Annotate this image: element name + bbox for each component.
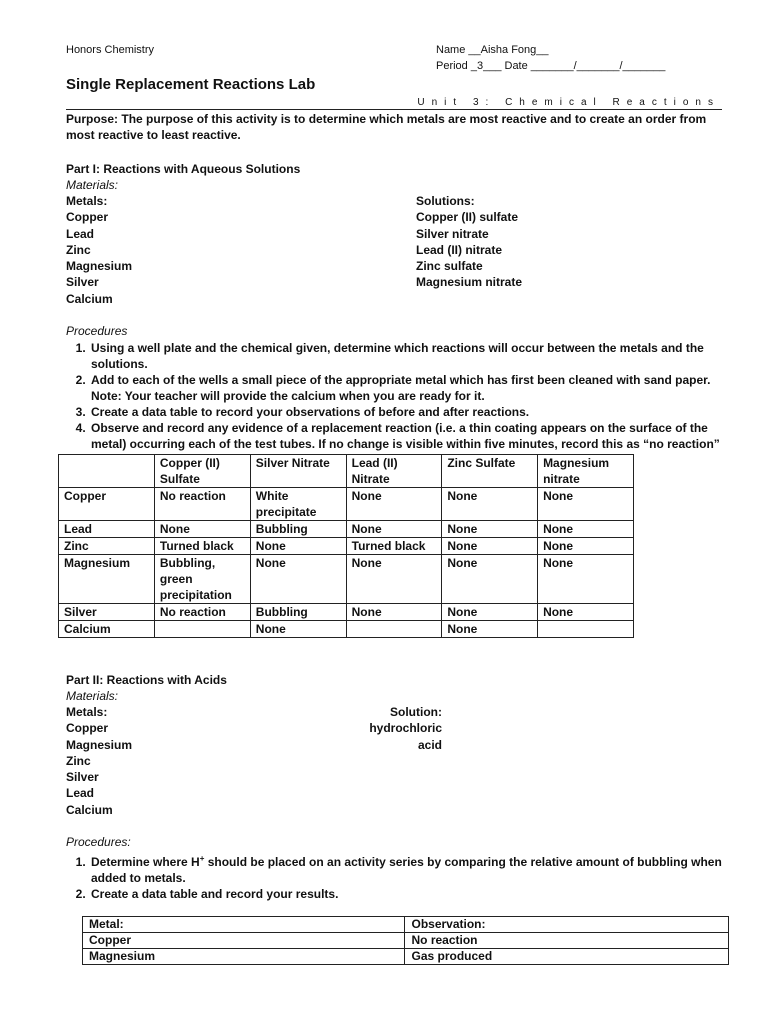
header-cell: Zinc Sulfate	[442, 455, 538, 488]
table-row	[59, 604, 634, 621]
table-cell: None	[250, 621, 346, 638]
header-cell: Lead (II) Nitrate	[346, 455, 442, 488]
list-item: Magnesium	[66, 737, 133, 752]
purpose-text: The purpose of this activity is to determine which metals are most reactive and to create an order from most reactive to least reactive.	[66, 112, 707, 142]
list-item: Zinc	[66, 242, 91, 257]
table-cell: None	[538, 521, 634, 538]
solutions-label: Solutions:	[416, 194, 475, 208]
table-header-row	[59, 455, 634, 488]
table-cell: None	[442, 604, 538, 621]
table-row	[59, 488, 634, 521]
table-cell: Bubbling	[250, 604, 346, 621]
table-row	[83, 949, 729, 965]
table-cell: None	[538, 488, 634, 521]
solution-value: hydrochloric acid	[369, 721, 442, 752]
table-row	[59, 521, 634, 538]
page-title: Single Replacement Reactions Lab	[66, 76, 316, 93]
period-date: Period _3___ Date _______/_______/_______	[436, 60, 666, 72]
table-cell: Lead	[59, 521, 155, 538]
list-item: Calcium	[66, 802, 113, 817]
part1-procedures-label: Procedures	[66, 324, 128, 338]
table-cell: Gas produced	[405, 949, 729, 965]
part1-metals-list	[66, 193, 132, 307]
table-cell: Bubbling	[250, 521, 346, 538]
table-cell: None	[442, 555, 538, 604]
header-cell	[59, 455, 155, 488]
purpose-label: Purpose:	[66, 112, 119, 126]
table-row	[83, 933, 729, 949]
procedure-step: 3. Create a data table to record your observations of before and after reactions.	[89, 404, 730, 420]
list-item: Lead	[66, 786, 95, 801]
part1-solutions-list	[416, 193, 522, 291]
table-header-row	[83, 917, 729, 933]
procedure-step: 2. Add to each of the wells a small piece of the appropriate metal which has first been cleaned with sand paper. Note: Your teacher will provide the calcium when you are ready for it.	[89, 372, 730, 404]
table-cell: None	[154, 521, 250, 538]
list-item: Silver	[66, 770, 99, 785]
table-cell: Bubbling, green precipitation	[154, 555, 250, 604]
table-cell: None	[346, 521, 442, 538]
metals-label: Metals:	[66, 705, 108, 719]
list-item: Calcium	[66, 291, 113, 306]
metals-label: Metals:	[66, 194, 108, 208]
part1-heading: Part I: Reactions with Aqueous Solutions	[66, 162, 301, 176]
list-item: Zinc	[66, 753, 91, 768]
student-name: Name __Aisha Fong__	[436, 44, 549, 56]
list-item: Copper (II) sulfate	[416, 210, 519, 225]
table-cell: White precipitate	[250, 488, 346, 521]
table-cell: None	[442, 538, 538, 555]
table-cell	[538, 621, 634, 638]
list-item: Silver nitrate	[416, 226, 489, 241]
part2-procedures	[66, 851, 730, 902]
table-cell: None	[346, 488, 442, 521]
reactions-table	[58, 454, 634, 638]
table-cell: None	[442, 488, 538, 521]
table-row	[59, 555, 634, 604]
table-cell: None	[250, 538, 346, 555]
header-cell: Magnesium nitrate	[538, 455, 634, 488]
part2-heading: Part II: Reactions with Acids	[66, 673, 227, 687]
procedure-step: 1. Using a well plate and the chemical given, determine which reactions will occur between the metals and the solutions.	[89, 340, 730, 372]
list-item: Silver	[66, 275, 99, 290]
procedure-step: 1. Determine where H+ should be placed on an activity series by comparing the relative amount of bubbling when added to metals.	[89, 851, 730, 886]
table-cell: Turned black	[154, 538, 250, 555]
table-cell: No reaction	[154, 488, 250, 521]
solution-label: Solution:	[390, 705, 442, 719]
unit-label: Unit 3: Chemical Reactions	[417, 97, 720, 108]
list-item: Lead	[66, 226, 95, 241]
part2-materials-label: Materials:	[66, 689, 119, 703]
list-item: Lead (II) nitrate	[416, 242, 503, 257]
course-name: Honors Chemistry	[66, 44, 155, 56]
table-cell: None	[346, 604, 442, 621]
procedure-step: 4. Observe and record any evidence of a replacement reaction (i.e. a thin coating appears on the surface of the metal) occurring each of the test tubes. If no change is visible within five minutes, record this as “no reaction”	[89, 420, 730, 452]
acid-results-table	[82, 916, 729, 965]
table-row	[59, 538, 634, 555]
list-item: Copper	[66, 721, 108, 736]
part1-materials-label: Materials:	[66, 178, 119, 192]
part2-solution	[343, 704, 442, 753]
header-cell: Silver Nitrate	[250, 455, 346, 488]
table-row	[59, 621, 634, 638]
table-cell: Zinc	[59, 538, 155, 555]
list-item: Copper	[66, 210, 108, 225]
table-cell: Silver	[59, 604, 155, 621]
table-cell: None	[538, 538, 634, 555]
table-cell: Copper	[59, 488, 155, 521]
table-cell	[346, 621, 442, 638]
table-cell: Magnesium	[59, 555, 155, 604]
table-cell: Magnesium	[83, 949, 405, 965]
table-cell	[154, 621, 250, 638]
table-cell: None	[250, 555, 346, 604]
list-item: Zinc sulfate	[416, 259, 483, 274]
table-cell: None	[346, 555, 442, 604]
table-cell: Turned black	[346, 538, 442, 555]
table-cell: None	[442, 621, 538, 638]
list-item: Magnesium nitrate	[416, 275, 523, 290]
table-cell: None	[442, 521, 538, 538]
part1-procedures	[66, 340, 730, 452]
list-item: Magnesium	[66, 259, 133, 274]
table-cell: None	[538, 555, 634, 604]
table-cell: Calcium	[59, 621, 155, 638]
table-cell: Copper	[83, 933, 405, 949]
part2-procedures-label: Procedures:	[66, 835, 131, 849]
header-cell: Observation:	[405, 917, 729, 933]
header-cell: Copper (II) Sulfate	[154, 455, 250, 488]
table-cell: No reaction	[154, 604, 250, 621]
purpose-section	[66, 111, 726, 143]
part2-metals-list	[66, 704, 132, 818]
table-cell: None	[538, 604, 634, 621]
procedure-step: 2. Create a data table and record your results.	[89, 886, 730, 902]
header-cell: Metal:	[83, 917, 405, 933]
table-cell: No reaction	[405, 933, 729, 949]
